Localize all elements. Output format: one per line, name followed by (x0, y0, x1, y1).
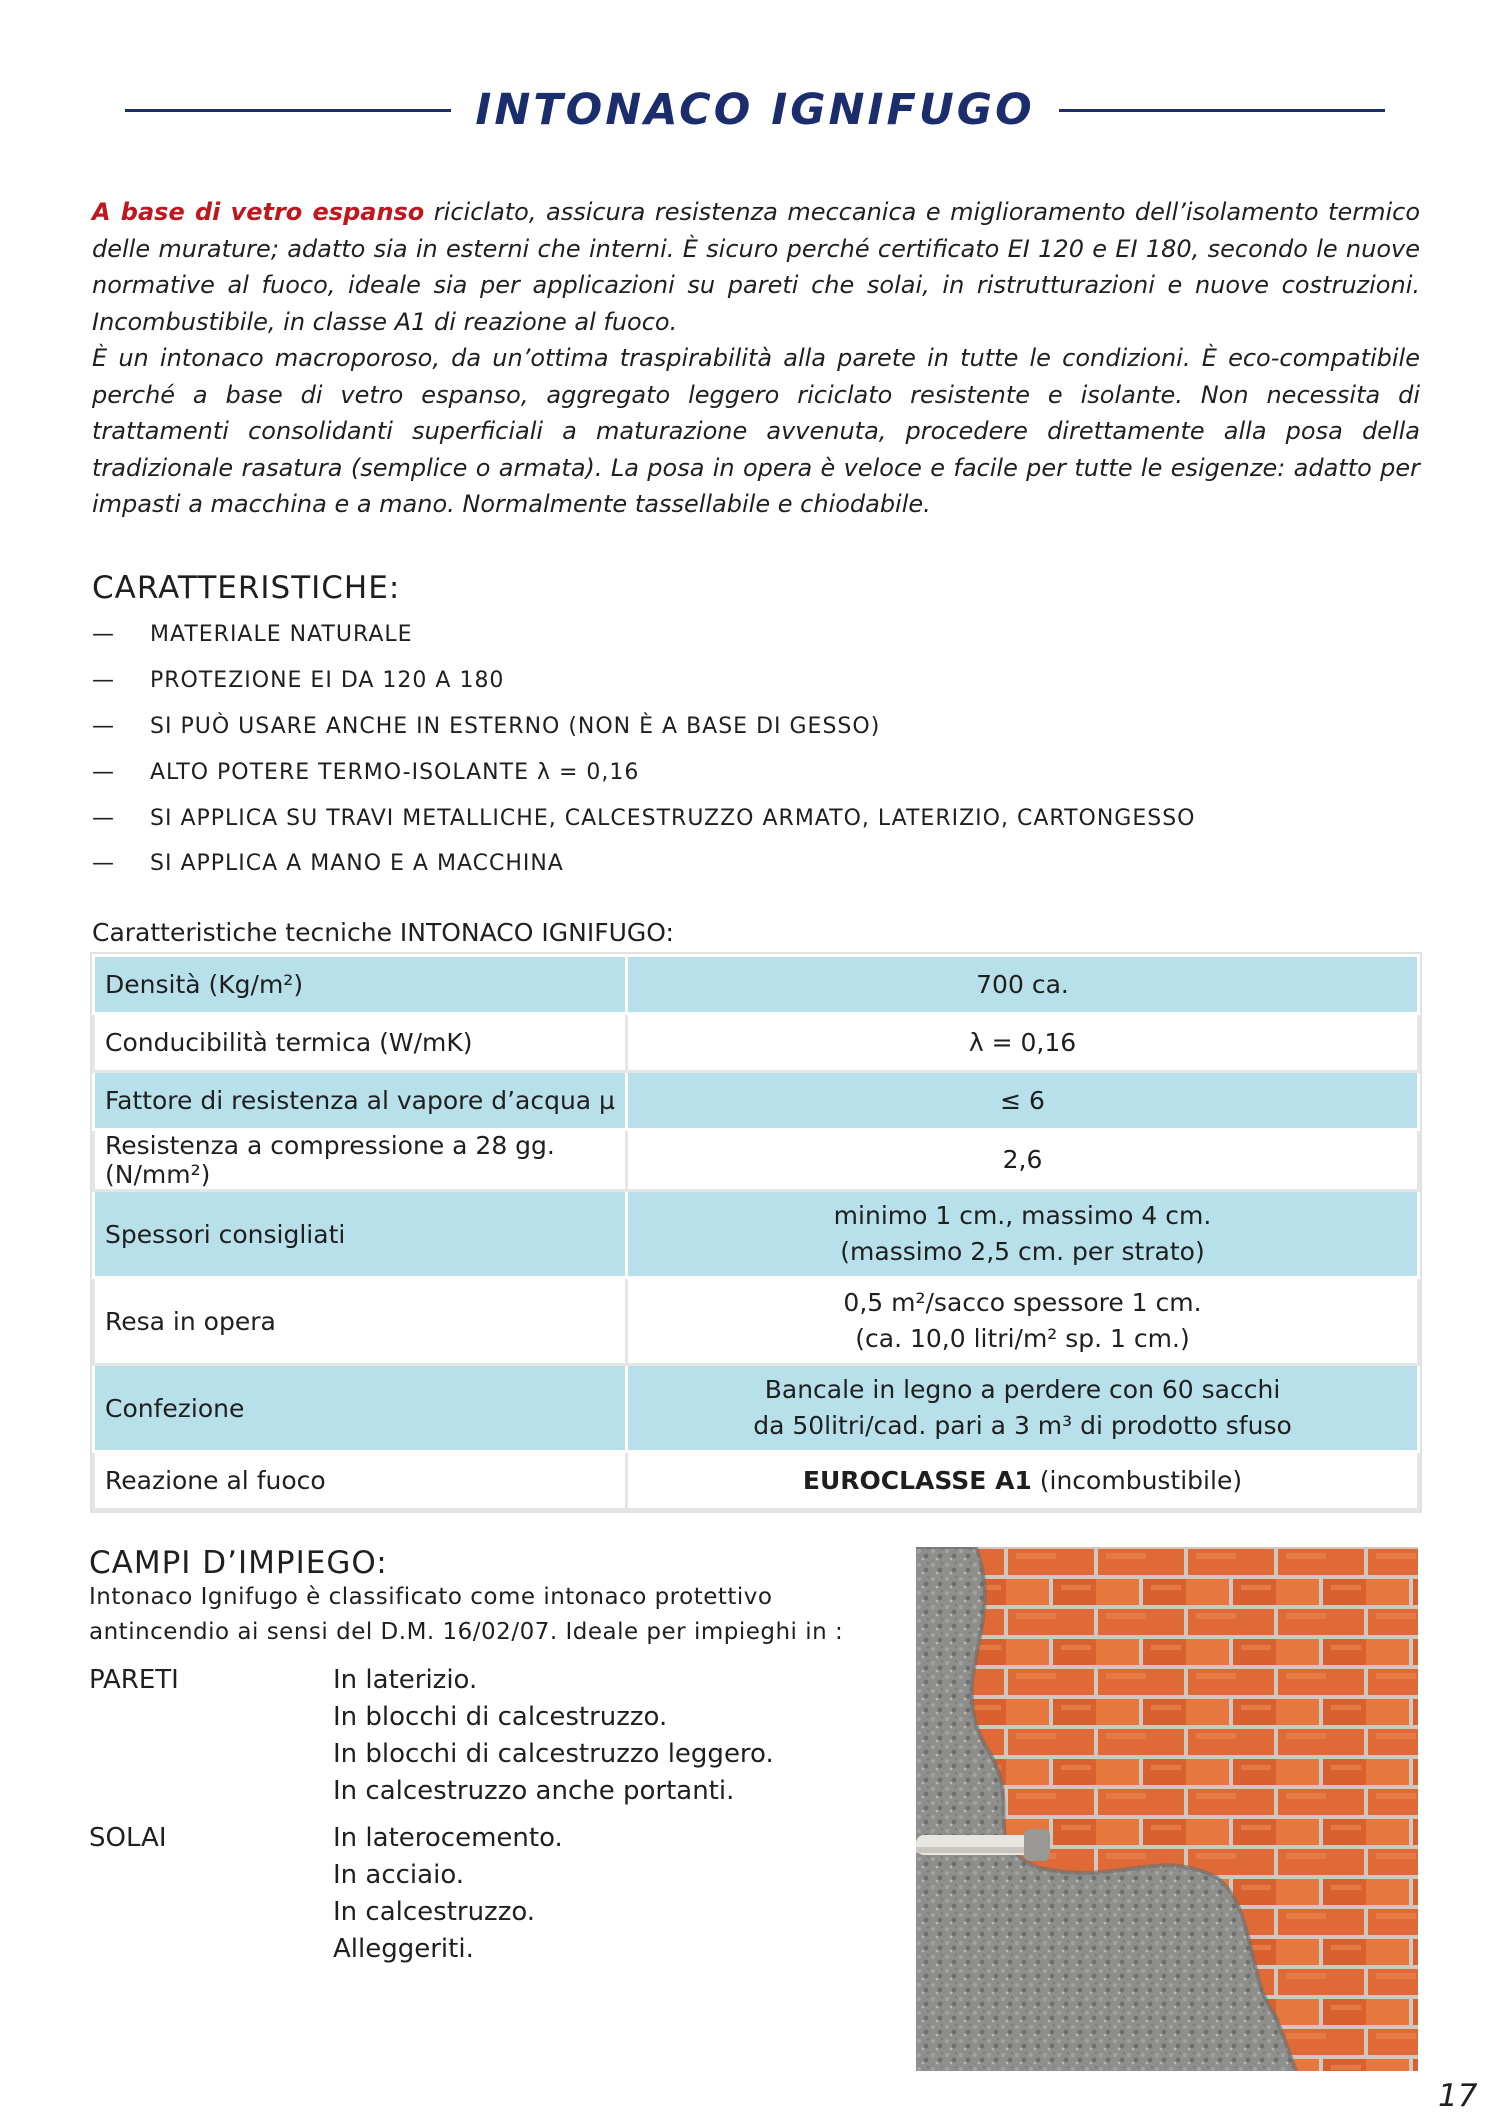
brick-wall-illustration (916, 1547, 1418, 2071)
usage-item: In laterizio. (333, 1665, 478, 1695)
table-row (94, 1014, 1419, 1072)
usage-item: In calcestruzzo anche portanti. (333, 1776, 735, 1806)
row-value-line: Bancale in legno a perdere con 60 sacchi (764, 1375, 1281, 1404)
plaster-application-photo (916, 1547, 1418, 2071)
row-label: Resa in opera (94, 1278, 627, 1365)
table-row (94, 1365, 1419, 1452)
row-value (627, 1278, 1419, 1365)
row-value-line: 0,5 m²/sacco spessore 1 cm. (843, 1288, 1202, 1317)
tech-table (92, 954, 1420, 1511)
dash-bullet: — (92, 713, 115, 739)
usage-items (333, 1662, 774, 1810)
list-item-text: MATERIALE NATURALE (150, 622, 413, 648)
list-item-text: SI PUÒ USARE ANCHE IN ESTERNO (NON È A BASE DI GESSO) (150, 713, 881, 739)
dash-bullet: — (92, 805, 115, 831)
row-value-line: minimo 1 cm., massimo 4 cm. (833, 1201, 1212, 1230)
campi-heading: CAMPI D’IMPIEGO: (89, 1545, 388, 1581)
row-label: Confezione (94, 1365, 627, 1452)
characteristics-heading: CARATTERISTICHE: (92, 570, 401, 606)
dash-bullet: — (92, 622, 115, 648)
usage-item: In laterocemento. (333, 1823, 563, 1853)
row-label: Conducibilità termica (W/mK) (94, 1014, 627, 1072)
usage-item: In acciaio. (333, 1860, 465, 1890)
title-rule-right (1059, 109, 1385, 112)
row-value: λ = 0,16 (627, 1014, 1419, 1072)
row-value (627, 1191, 1419, 1278)
table-row (94, 1278, 1419, 1365)
table-row (94, 1452, 1419, 1510)
table-row (94, 1130, 1419, 1191)
table-caption: Caratteristiche tecniche INTONACO IGNIFUGO: (92, 918, 674, 947)
dash-bullet: — (92, 851, 115, 877)
list-item (92, 841, 1392, 887)
dash-bullet: — (92, 668, 115, 694)
euroclass-value: EUROCLASSE A1 (802, 1465, 1032, 1495)
intro-paragraph-2: È un intonaco macroporoso, da un’ottima traspirabilità alla parete in tutte le condizioni. È eco-compatibile perché a base di vetro espanso, aggregato leggero riciclato resistente e isolante. Non necessita di trattamenti consolidanti superficiali a maturazione avvenuta, procedere direttamente alla posa della tradizionale rasatura (semplice o armata). La posa in opera è veloce e facile per tutte le esigenze: adatto per impasti a macchina e a mano. Normalmente tassellabile e chiodabile. (92, 344, 1420, 518)
usage-item: Alleggeriti. (333, 1934, 474, 1964)
usage-category: PARETI (89, 1665, 179, 1695)
row-label: Resistenza a compressione a 28 gg. (N/mm²) (94, 1130, 627, 1191)
list-item (92, 704, 1392, 750)
list-item (92, 795, 1392, 841)
euroclass-note: (incombustibile) (1031, 1465, 1243, 1495)
usage-items (333, 1820, 563, 1968)
row-value-line: da 50litri/cad. pari a 3 m³ di prodotto sfuso (753, 1411, 1292, 1440)
characteristics-list (92, 612, 1392, 887)
list-item-text: PROTEZIONE EI DA 120 A 180 (150, 668, 505, 694)
usage-item: In blocchi di calcestruzzo. (333, 1702, 668, 1732)
table-row (94, 1072, 1419, 1130)
list-item-text: SI APPLICA SU TRAVI METALLICHE, CALCESTRUZZO ARMATO, LATERIZIO, CARTONGESSO (150, 805, 1196, 831)
row-label: Reazione al fuoco (94, 1452, 627, 1510)
usage-item: In calcestruzzo. (333, 1897, 536, 1927)
table-row (94, 1191, 1419, 1278)
row-value (627, 1452, 1419, 1510)
campi-intro: Intonaco Ignifugo è classificato come intonaco protettivo antincendio ai sensi del D.M. 16/02/07. Ideale per impieghi in : (89, 1584, 844, 1645)
row-value: 700 ca. (627, 956, 1419, 1014)
intro-paragraph-1 (92, 194, 1420, 340)
list-item (92, 749, 1392, 795)
row-value: 2,6 (627, 1130, 1419, 1191)
dash-bullet: — (92, 759, 115, 785)
row-label: Densità (Kg/m²) (94, 956, 627, 1014)
usage-item: In blocchi di calcestruzzo leggero. (333, 1739, 774, 1769)
page-title: INTONACO IGNIFUGO (475, 85, 1035, 135)
row-value (627, 1365, 1419, 1452)
intro-paragraph-1-text: riciclato, assicura resistenza meccanica e miglioramento dell’isolamento termico delle murature; adatto sia in esterni che interni. È sicuro perché certificato EI 120 e EI 180, secondo le nuove normative al fuoco, ideale sia per applicazioni su pareti che solai, in ristrutturazioni e nuove costruzioni. Incombustibile, in classe A1 di reazione al fuoco. (92, 198, 1421, 336)
intro-text (92, 194, 1420, 523)
list-item-text: ALTO POTERE TERMO-ISOLANTE λ = 0,16 (150, 759, 640, 785)
row-value-line: (massimo 2,5 cm. per strato) (840, 1237, 1205, 1266)
intro-lead: A base di vetro espanso (92, 198, 425, 226)
title-rule-left (125, 109, 451, 112)
list-item-text: SI APPLICA A MANO E A MACCHINA (150, 851, 564, 877)
title-row (125, 82, 1385, 138)
page-number: 17 (1438, 2078, 1478, 2114)
row-value-line: (ca. 10,0 litri/m² sp. 1 cm.) (855, 1324, 1190, 1353)
row-label: Fattore di resistenza al vapore d’acqua µ (94, 1072, 627, 1130)
row-value: ≤ 6 (627, 1072, 1419, 1130)
list-item (92, 612, 1392, 658)
usage-category: SOLAI (89, 1823, 167, 1853)
table-row (94, 956, 1419, 1014)
list-item (92, 658, 1392, 704)
row-label: Spessori consigliati (94, 1191, 627, 1278)
